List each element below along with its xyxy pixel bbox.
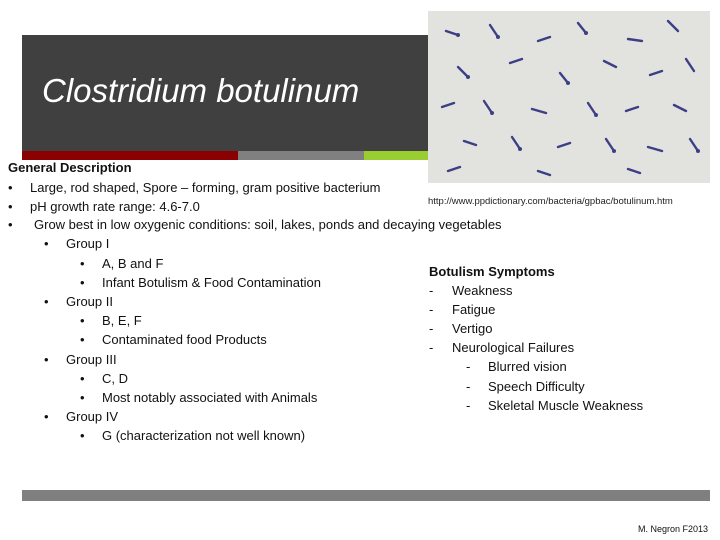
slide-title: Clostridium botulinum bbox=[42, 72, 360, 109]
photo-source-link[interactable]: http://www.ppdictionary.com/bacteria/gpbac/botulinum.htm bbox=[428, 196, 673, 207]
dash-marker: - bbox=[429, 321, 434, 336]
group-label: Group II bbox=[66, 294, 113, 309]
group-item: A, B and F bbox=[102, 256, 164, 271]
symptom-item: Weakness bbox=[452, 283, 513, 298]
bullet-dot: • bbox=[44, 352, 49, 367]
symptom-sub-item: Skeletal Muscle Weakness bbox=[488, 398, 644, 413]
group-item: Infant Botulism & Food Contamination bbox=[102, 275, 321, 290]
bullet-dot: • bbox=[44, 294, 49, 309]
dash-marker: - bbox=[466, 398, 471, 413]
dash-marker: - bbox=[429, 283, 434, 298]
group-label: Group III bbox=[66, 352, 117, 367]
bacteria-micrograph bbox=[428, 11, 710, 183]
bullet-dot: • bbox=[8, 199, 13, 214]
bullet-dot: • bbox=[80, 313, 85, 328]
bullet-dot: • bbox=[80, 332, 85, 347]
bullet-dot: • bbox=[44, 236, 49, 251]
symptom-sub-item: Speech Difficulty bbox=[488, 379, 585, 394]
bullet-dot: • bbox=[80, 428, 85, 443]
general-bullet-1: Large, rod shaped, Spore – forming, gram positive bacterium bbox=[30, 180, 381, 195]
group-label: Group IV bbox=[66, 409, 119, 424]
dash-marker: - bbox=[429, 340, 434, 355]
group-label: Group I bbox=[66, 236, 110, 251]
footer-bar bbox=[22, 490, 710, 501]
group-item: B, E, F bbox=[102, 313, 142, 328]
general-heading: General Description bbox=[8, 160, 132, 175]
symptom-item: Neurological Failures bbox=[452, 340, 575, 355]
general-bullet-2: pH growth rate range: 4.6-7.0 bbox=[30, 199, 200, 214]
bullet-dot: • bbox=[80, 275, 85, 290]
symptoms-heading: Botulism Symptoms bbox=[429, 264, 555, 279]
bullet-dot: • bbox=[80, 371, 85, 386]
bullet-dot: • bbox=[80, 256, 85, 271]
author-credit: M. Negron F2013 bbox=[637, 524, 708, 534]
general-bullet-3: Grow best in low oxygenic conditions: soil, lakes, ponds and decaying vegetables bbox=[34, 217, 502, 232]
dash-marker: - bbox=[466, 379, 471, 394]
rod-bacteria-image bbox=[428, 11, 710, 183]
accent-stripe-red bbox=[22, 151, 238, 160]
symptom-item: Vertigo bbox=[452, 321, 493, 336]
group-item: Contaminated food Products bbox=[102, 332, 267, 347]
bullet-dot: • bbox=[8, 217, 13, 232]
accent-stripe-gray bbox=[238, 151, 364, 160]
symptom-sub-item: Blurred vision bbox=[488, 359, 567, 374]
bullet-dot: • bbox=[44, 409, 49, 424]
accent-stripe-green bbox=[364, 151, 432, 160]
bullet-dot: • bbox=[80, 390, 85, 405]
symptom-item: Fatigue bbox=[452, 302, 496, 317]
group-item: C, D bbox=[102, 371, 128, 386]
dash-marker: - bbox=[466, 359, 471, 374]
group-item: Most notably associated with Animals bbox=[102, 390, 318, 405]
dash-marker: - bbox=[429, 302, 434, 317]
group-item: G (characterization not well known) bbox=[102, 428, 306, 443]
bullet-dot: • bbox=[8, 180, 13, 195]
